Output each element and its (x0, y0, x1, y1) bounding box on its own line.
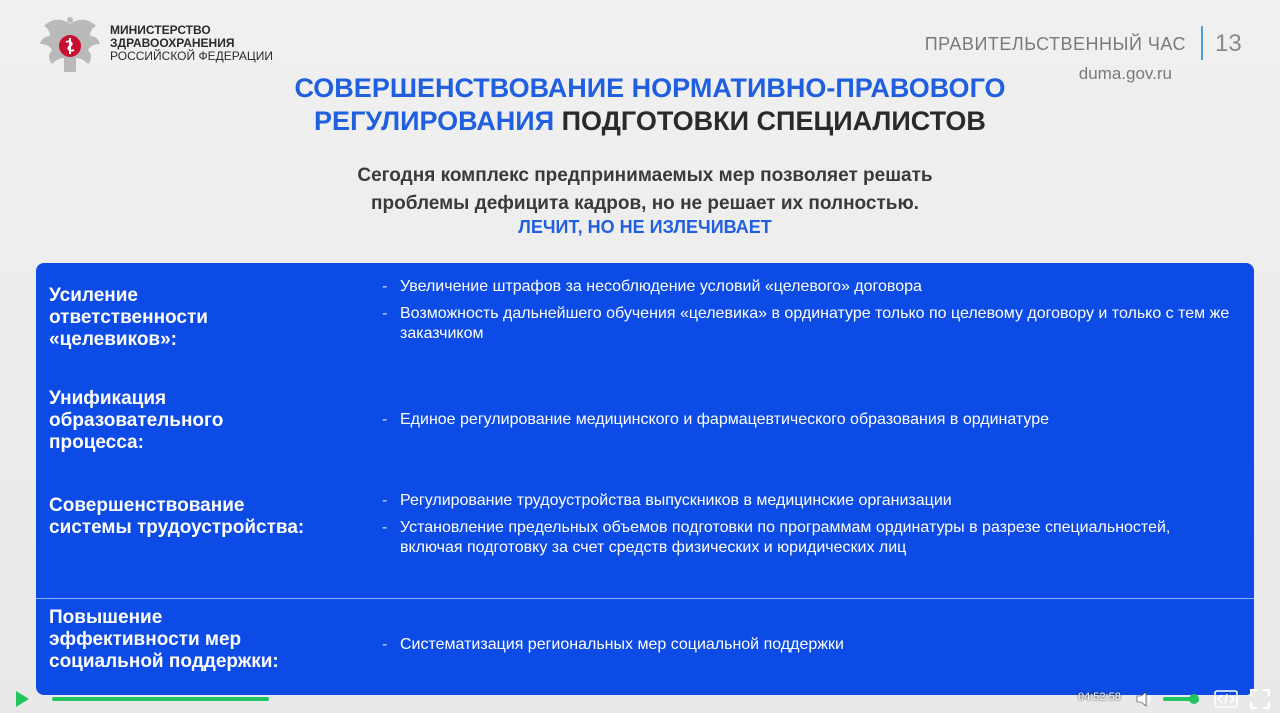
section-items-employment (382, 491, 1232, 565)
section-items-social-support (382, 635, 1232, 662)
item-text: Установление предельных объемов подготовки по программам ординатуры в разрезе специальностей, включая подготовку за счет средств физических и юридических лиц (400, 519, 1171, 556)
list-item (382, 277, 1232, 297)
item-text: Увеличение штрафов за несоблюдение условий «целевого» договора (400, 278, 922, 295)
volume-icon[interactable] (1136, 691, 1154, 707)
list-item (382, 304, 1232, 344)
item-text: Единое регулирование медицинского и фармацевтического образования в ординатуре (400, 411, 1050, 428)
list-item (382, 491, 1232, 511)
slide-subtitle (250, 162, 1040, 218)
seek-bar-played (52, 697, 269, 701)
section-items-responsibility (382, 277, 1232, 351)
bullet-dash: - (382, 278, 388, 295)
section-label-social-support (49, 607, 369, 673)
program-title: ПРАВИТЕЛЬСТВЕННЫЙ ЧАС (924, 34, 1186, 54)
item-text: Систематизация региональных мер социальной поддержки (400, 636, 844, 653)
eagle-emblem-icon (38, 14, 102, 80)
bullet-dash: - (382, 305, 388, 322)
subtitle-line-1: Сегодня комплекс предпринимаемых мер позволяет решать (357, 165, 933, 186)
item-text: Возможность дальнейшего обучения «целевика» в ординатуре только по целевому договору и только с тем же заказчиком (400, 305, 1230, 342)
label-line: Повышение (49, 607, 163, 628)
volume-slider[interactable] (1163, 697, 1199, 701)
bullet-dash: - (382, 519, 388, 536)
bullet-dash: - (382, 636, 388, 653)
bullet-dash: - (382, 492, 388, 509)
item-text: Регулирование трудоустройства выпускников в медицинские организации (400, 492, 952, 509)
seek-bar[interactable] (52, 697, 1062, 701)
ministry-line-3: РОССИЙСКОЙ ФЕДЕРАЦИИ (110, 49, 274, 63)
title-line-2-dark: ПОДГОТОВКИ СПЕЦИАЛИСТОВ (554, 106, 986, 136)
section-items-unification (382, 410, 1232, 437)
video-player-controls (0, 684, 1280, 713)
slide-motto: ЛЕЧИТ, НО НЕ ИЗЛЕЧИВАЕТ (518, 217, 772, 237)
list-item (382, 410, 1232, 430)
title-line-2-blue: РЕГУЛИРОВАНИЯ (314, 106, 555, 136)
ministry-line-2: ЗДРАВООХРАНЕНИЯ (110, 36, 235, 50)
subtitle-line-2: проблемы дефицита кадров, но не решает их полностью. (371, 193, 919, 214)
list-item (382, 518, 1232, 558)
list-item (382, 635, 1232, 655)
play-icon[interactable] (14, 690, 30, 708)
bullet-dash: - (382, 411, 388, 428)
section-label-responsibility (49, 285, 369, 351)
embed-code-icon[interactable] (1214, 690, 1238, 708)
title-line-2 (230, 105, 1070, 138)
label-line: системы трудоустройства: (49, 517, 305, 538)
playback-time: 04:52:58 (1078, 691, 1121, 703)
section-label-unification (49, 388, 369, 454)
label-line: «целевиков»: (49, 329, 177, 350)
label-line: эффективности мер (49, 629, 242, 650)
label-line: ответственности (49, 307, 208, 328)
title-line-1: СОВЕРШЕНСТВОВАНИЕ НОРМАТИВНО-ПРАВОВОГО (294, 73, 1006, 103)
ministry-line-1: МИНИСТЕРСТВО (110, 23, 211, 37)
slide-title (230, 72, 1070, 138)
label-line: образовательного (49, 410, 224, 431)
label-line: социальной поддержки: (49, 651, 279, 672)
panel-divider (36, 598, 1254, 599)
header-separator (1201, 26, 1203, 60)
label-line: Усиление (49, 285, 138, 306)
label-line: Унификация (49, 388, 167, 409)
fullscreen-icon[interactable] (1250, 689, 1270, 709)
page-number: 13 (1215, 30, 1242, 57)
section-label-employment (49, 495, 369, 539)
ministry-name (110, 24, 273, 63)
volume-handle[interactable] (1189, 694, 1199, 704)
label-line: процесса: (49, 432, 144, 453)
label-line: Совершенствование (49, 495, 245, 516)
site-url: duma.gov.ru (1078, 64, 1172, 83)
